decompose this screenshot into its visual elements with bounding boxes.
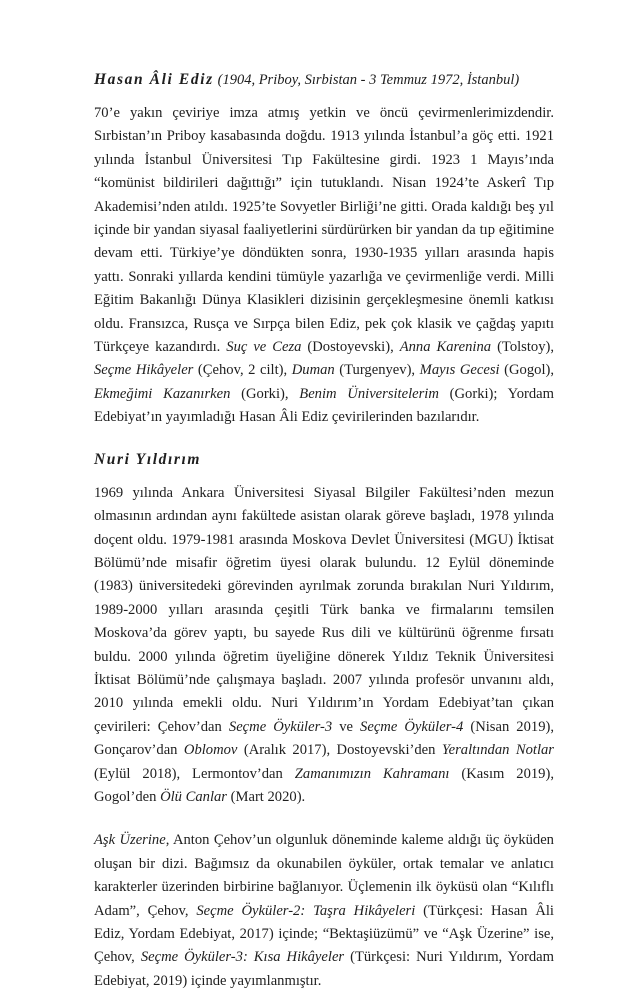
bio-text: 70’e yakın çeviriye imza atmış yetkin ve öncü çevirmenlerimizdendir. Sırbistan’ın Priboy kasabasında doğdu. 1913 yılında İstanbul’a göç etti. 1921 yılında İstanbul Üniversitesi Tıp Fakültesine girdi. 1923 1 Mayıs’ında “komünist bildirileri dağıttığı” için tutuklandı. Nisan 1924’te Askerî Tıp Akademisi’nden atıldı. 1925’te Sovyetler Birliği’ne gitti. Orada kaldığı beş yıl içinde bir yandan siyasal faaliyetlerini sürdürürken bir yandan da tıp eğitimine devam etti. Türkiye’ye döndükten sonra, 1930-1935 yılları arasında hapis yattı. Sonraki yıllarda kendini tümüyle yazarlığa ve çevirmenliğe verdi. Milli Eğitim Bakanlığı Dünya Klasikleri dizisinin gerçekleşmesine önemli katkısı oldu. Fransızca, Rusça ve Sırpça bilen Ediz, pek çok klasik ve çağdaş yapıtı Türkçeye kazandırdı. — [94, 105, 554, 356]
bio-text: 1969 yılında Ankara Üniversitesi Siyasal Bilgiler Fakültesi’nden mezun olmasının ardından aynı fakültede asistan olarak göreve başladı, 1978 yılında doçent oldu. 1979-1981 arasında Moskova Devlet Üniversitesi (MGU) İktisat Bölümü’nde misafir öğretim üyesi olarak bulundu. 12 Eylül döneminde (1983) üniversitedeki görevinden ayrılmak zorunda bırakılan Nuri Yıldırım, 1989-2000 yılları arasında çeşitli Türk banka ve firmalarını temsilen Moskova’da görev yaptı, bu sayede Rus dili ve kültürünü öğrenme fırsatı buldu. 2000 yılında öğretim üyeliğine dönerek Yıldız Teknik Üniversitesi İktisat Bölümü’nde çalışmaya başladı. 2007 yılında profesör unvanını aldı, 2010 yılında emekli oldu. Nuri Yıldırım’ın Yordam Edebiyat’tan çıkan çevirileri: Çehov’dan — [94, 484, 554, 735]
book-title: Ekmeğimi Kazanırken — [94, 385, 231, 402]
author-bio-hasan-ali-ediz — [94, 102, 554, 430]
bio-text: (Çehov, 2 cilt), — [193, 362, 292, 379]
author-name: Hasan Âli Ediz — [94, 71, 214, 88]
note-text: (Türkçesi: Nuri Yıldırım, Yordam Edebiyat, 2019) içinde yayımlanmıştır. — [94, 949, 555, 989]
book-title: Seçme Hikâyeler — [94, 362, 194, 379]
book-title: Yeraltından Notlar — [441, 742, 554, 759]
bio-text: (Gorki); Yordam Edebiyat’ın yayımladığı Hasan Âli Ediz çevirilerinden bazılarıdır. — [94, 385, 555, 426]
bio-text: (Dostoyevski), — [301, 339, 400, 356]
author-heading-hasan-ali-ediz — [94, 70, 554, 90]
author-heading-nuri-yildirim — [94, 450, 554, 470]
book-title: Duman — [291, 362, 335, 379]
page-content — [94, 70, 554, 993]
author-details: (1904, Priboy, Sırbistan - 3 Temmuz 1972, İstanbul) — [217, 72, 520, 88]
bio-text: (Aralık 2017), Dostoyevski’den — [237, 742, 442, 759]
book-title: Ölü Canlar — [160, 788, 227, 805]
bio-text: (Eylül 2018), Lermontov’dan — [94, 765, 295, 782]
note-text: , Anton Çehov’un olgunluk döneminde kaleme aldığı üç öyküden oluşan bir dizi. Bağımsız da okunabilen öyküler, ortak temalar ve anlatıcı karakterler üzerinden birbirine bağlanıyor. Üçlemenin ilk öyküsü olan “Kılıflı Adam”, Çehov, — [94, 832, 554, 919]
bio-text: ve — [332, 718, 361, 735]
book-title: Seçme Öyküler-3: Kısa Hikâyeler — [140, 949, 345, 966]
note-text: (Türkçesi: Hasan Âli Ediz, Yordam Edebiyat, 2017) içinde; “Bektaşiüzümü” ve “Aşk Üzerine” ise, Çehov, — [94, 902, 554, 966]
bio-text: (Mart 2020). — [226, 788, 306, 805]
book-title: Aşk Üzerine — [94, 832, 166, 849]
book-title: Oblomov — [183, 742, 238, 759]
bio-text: (Gorki), — [230, 385, 300, 402]
book-title: Benim Üniversitelerim — [299, 385, 439, 402]
author-name: Nuri Yıldırım — [94, 450, 202, 468]
book-title: Zamanımızın Kahramanı — [294, 765, 450, 782]
bio-text: (Kasım 2019), Gogol’den — [94, 765, 554, 805]
bio-text: (Gogol), — [499, 362, 555, 379]
book-title: Seçme Öyküler-2: Taşra Hikâyeleri — [196, 902, 416, 919]
book-note — [94, 829, 554, 993]
bio-text: (Tolstoy), — [491, 339, 555, 356]
bio-text: (Nisan 2019), Gonçarov’dan — [94, 718, 555, 759]
bio-text: (Turgenyev), — [334, 362, 420, 379]
book-title: Seçme Öyküler-3 — [228, 718, 333, 735]
book-title: Anna Karenina — [399, 339, 492, 356]
book-title: Mayıs Gecesi — [419, 362, 500, 379]
book-title: Suç ve Ceza — [226, 339, 302, 356]
book-title: Seçme Öyküler-4 — [360, 718, 464, 735]
author-bio-nuri-yildirim — [94, 482, 554, 810]
